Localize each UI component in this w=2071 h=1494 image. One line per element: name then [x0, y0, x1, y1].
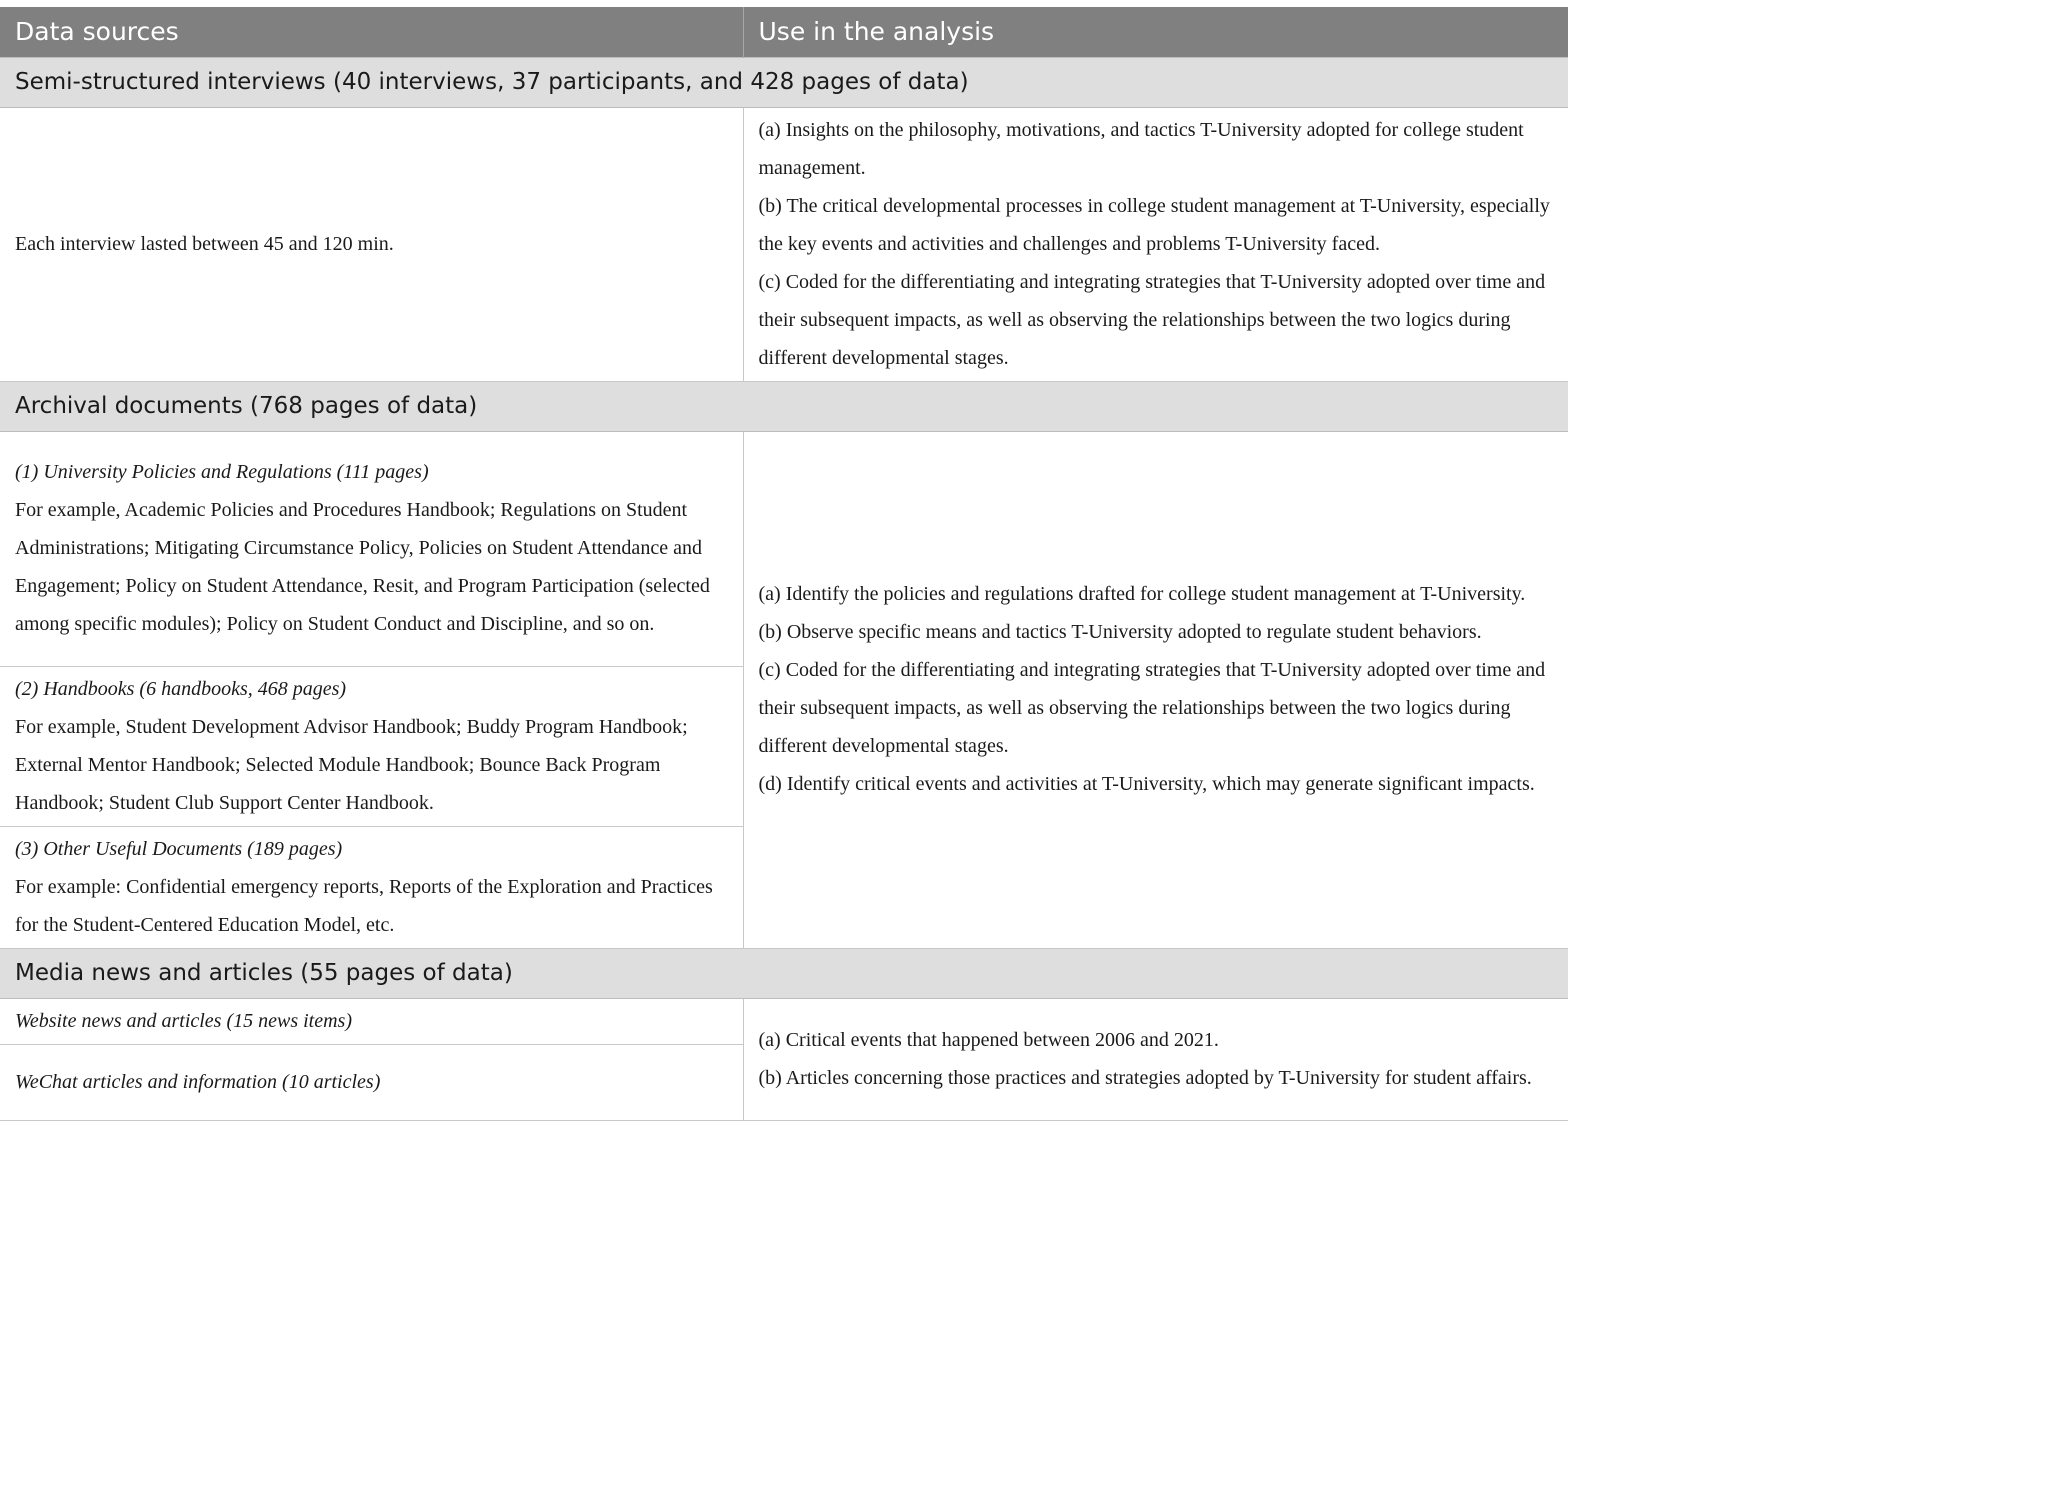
- header-use-in-analysis: Use in the analysis: [743, 7, 1568, 57]
- section-row-interviews: [0, 57, 1568, 107]
- interviews-use-c: (c) Coded for the differentiating and integrating strategies that T-University adopted over time and their subsequent impacts, as well as observing the relationships between the two logics during different developmental stages.: [758, 270, 1546, 369]
- header-data-sources: Data sources: [0, 7, 743, 57]
- archival-source-heading: (2) Handbooks (6 handbooks, 468 pages): [15, 677, 347, 700]
- archival-uses-cell: [743, 431, 1568, 948]
- interviews-use-a: (a) Insights on the philosophy, motivations, and tactics T-University adopted for college student management.: [758, 118, 1524, 179]
- media-source-wechat: WeChat articles and information (10 articles): [0, 1044, 743, 1120]
- archival-source-heading: (1) University Policies and Regulations (111 pages): [15, 461, 429, 483]
- archival-source-handbooks: [0, 666, 743, 826]
- archival-source-body: For example, Student Development Advisor Handbook; Buddy Program Handbook; External Mentor Handbook; Selected Module Handbook; Bounce Back Program Handbook; Student Club Support Center Handbook.: [15, 715, 688, 814]
- table-header-row: [0, 7, 1568, 57]
- interviews-uses-cell: [743, 107, 1568, 381]
- section-title-interviews: Semi-structured interviews (40 interviews, 37 participants, and 428 pages of data): [0, 57, 1568, 107]
- archival-source-policies: [0, 431, 743, 666]
- media-use-a: (a) Critical events that happened between 2006 and 2021.: [758, 1028, 1219, 1051]
- archival-use-b: (b) Observe specific means and tactics T-University adopted to regulate student behaviors.: [758, 621, 1482, 643]
- archival-use-d: (d) Identify critical events and activities at T-University, which may generate significant impacts.: [758, 773, 1535, 795]
- data-sources-table-container: [0, 7, 1568, 1121]
- archival-use-c: (c) Coded for the differentiating and integrating strategies that T-University adopted over time and their subsequent impacts, as well as observing the relationships between the two logics during different developmental stages.: [758, 659, 1546, 757]
- interviews-use-b: (b) The critical developmental processes in college student management at T-University, especially the key events and activities and challenges and problems T-University faced.: [758, 194, 1550, 255]
- data-sources-table: [0, 7, 1568, 1121]
- archival-use-a: (a) Identify the policies and regulations drafted for college student management at T-University.: [758, 583, 1526, 605]
- media-source-website: Website news and articles (15 news items): [0, 998, 743, 1044]
- table-row: [0, 107, 1568, 381]
- media-use-b: (b) Articles concerning those practices and strategies adopted by T-University for student affairs.: [758, 1066, 1532, 1089]
- table-row: [0, 998, 1568, 1044]
- table-row: [0, 431, 1568, 666]
- section-row-media: [0, 948, 1568, 998]
- archival-source-body: For example, Academic Policies and Procedures Handbook; Regulations on Student Administrations; Mitigating Circumstance Policy, Policies on Student Attendance and Engagement; Policy on Student Attendance, Resit, and Program Participation (selected among specific modules); Policy on Student Conduct and Discipline, and so on.: [15, 499, 710, 635]
- section-title-archival: Archival documents (768 pages of data): [0, 381, 1568, 431]
- archival-source-body: For example: Confidential emergency reports, Reports of the Exploration and Practices for the Student-Centered Education Model, etc.: [15, 875, 713, 936]
- archival-source-heading: (3) Other Useful Documents (189 pages): [15, 837, 343, 860]
- section-row-archival: [0, 381, 1568, 431]
- archival-source-other: [0, 826, 743, 948]
- interviews-source-cell: Each interview lasted between 45 and 120 min.: [0, 107, 743, 381]
- media-uses-cell: [743, 998, 1568, 1120]
- section-title-media: Media news and articles (55 pages of data): [0, 948, 1568, 998]
